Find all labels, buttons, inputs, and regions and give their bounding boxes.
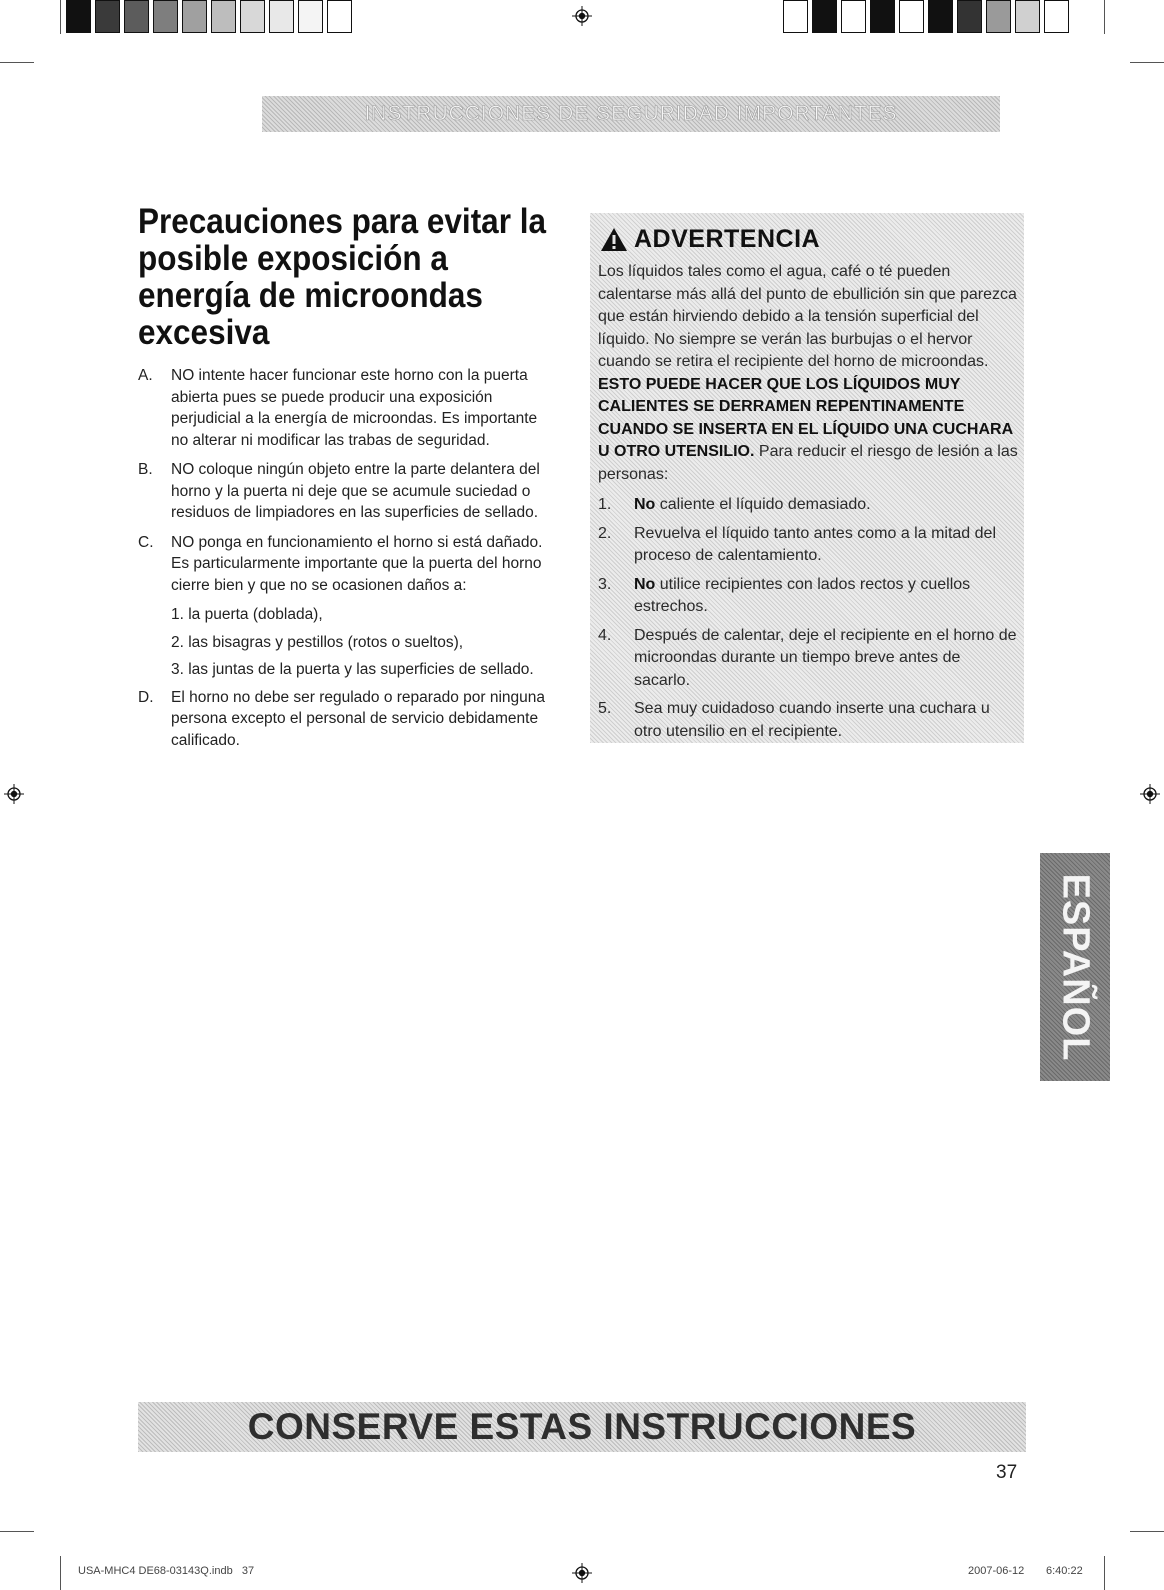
crop-mark [1104,1556,1105,1590]
language-tab-label: ESPAÑOL [1054,873,1097,1061]
item-body: utilice recipientes con lados rectos y cuellos estrechos. [634,575,971,615]
item-text: NO coloque ningún objeto entre la parte delantera del horno y la puerta ni deje que se acumule suciedad o residuos de limpiadores en las superficies de sellado. [171,461,540,521]
registration-swatch [841,0,866,33]
crop-mark [1130,62,1164,63]
registration-swatch [298,0,323,33]
item-letter: A. [138,367,153,384]
warning-paragraph [598,261,1018,486]
print-date: 2007-06-12 [968,1565,1025,1577]
footer-banner [138,1402,1026,1452]
precautions-section [138,203,558,759]
sub-list-item: 1. la puerta (doblada), [171,606,323,623]
list-item [598,625,1018,693]
item-number: 3. [598,575,612,593]
warning-panel [590,213,1024,743]
registration-swatch [182,0,207,33]
item-number: 4. [598,626,612,644]
registration-swatch [327,0,352,33]
warning-outro: Para reducir el riesgo de lesión a las personas: [598,443,1018,483]
registration-swatch [783,0,808,33]
language-tab [1040,853,1110,1081]
warning-title: ADVERTENCIA [634,225,821,253]
section-header-text: INSTRUCCIONES DE SEGURIDAD IMPORTANTES [364,102,898,125]
registration-target-icon [4,784,24,804]
list-item [138,459,558,524]
registration-swatch [899,0,924,33]
page-title: Precauciones para evitar la posible exposición a energía de microondas excesiva [138,202,546,352]
item-text: NO intente hacer funcionar este horno con la puerta abierta pues se puede producir una exposición perjudicial a la energía de microondas. Es importante no alterar ni modificar las trabas de seguridad. [171,367,538,449]
warning-emphasis: ESTO PUEDE HACER QUE LOS LÍQUIDOS MUY CALIENTES SE DERRAMEN REPENTINAMENTE CUANDO SE INSERTA EN EL LÍQUIDO UNA CUCHARA U OTRO UTENSILIO. [598,375,1013,460]
warning-list [598,494,1018,743]
print-file-info: USA-MHC4 DE68-03143Q.indb 37 [78,1565,255,1577]
crop-mark [0,62,34,63]
item-text [634,494,1018,517]
sub-list-item: 2. las bisagras y pestillos (rotos o sueltos), [171,633,464,651]
footer-banner-text: CONSERVE ESTAS INSTRUCCIONES [247,1406,917,1447]
item-number: 2. [598,524,612,542]
registration-swatch [1044,0,1069,33]
item-bold-word: No [634,575,656,593]
warning-header [600,225,820,254]
registration-bar-left [66,0,356,33]
registration-swatch [124,0,149,33]
crop-mark [60,0,61,34]
crop-mark [1130,1531,1164,1532]
registration-bar-right [783,0,1073,33]
crop-mark [0,1531,34,1532]
crop-mark [1104,0,1105,34]
list-item [138,687,558,752]
item-letter: C. [138,533,154,551]
page-number: 37 [996,1462,1018,1483]
list-item [598,574,1018,619]
list-item [138,365,558,451]
warning-body [598,261,1018,749]
item-body: caliente el líquido demasiado. [659,496,871,513]
registration-swatch [95,0,120,33]
item-text [634,574,1018,619]
list-item [598,698,1018,743]
registration-swatch [986,0,1011,33]
registration-swatch [66,0,91,33]
registration-swatch [153,0,178,33]
item-letter: D. [138,688,154,706]
warning-intro: Los líquidos tales como el agua, café o té pueden calentarse más allá del punto de ebullición sin que parezca que están hirviendo debido a la tensión superficial del líquido. No siempre se verán las burbujas o el hervor cuando se retira el recipiente del horno de microondas. [598,263,1017,370]
item-letter: B. [138,461,153,478]
registration-target-icon [572,1563,592,1583]
section-header-banner [262,96,1000,132]
registration-swatch [269,0,294,33]
registration-swatch [870,0,895,33]
item-text: NO ponga en funcionamiento el horno si está dañado. Es particularmente importante que la puerta del horno cierre bien y que no se ocasionen daños a: [171,533,543,594]
registration-swatch [928,0,953,33]
crop-mark [60,1556,61,1590]
warning-triangle-icon [600,227,628,252]
print-time: 6:40:22 [1046,1565,1083,1577]
registration-swatch [240,0,265,33]
item-text: El horno no debe ser regulado o reparado por ninguna persona excepto el personal de servicio debidamente calificado. [171,688,545,749]
registration-target-icon [572,6,592,26]
precautions-list [138,365,558,751]
registration-target-icon [1140,784,1160,804]
registration-swatch [957,0,982,33]
item-text: Sea muy cuidadoso cuando inserte una cuchara u otro utensilio en el recipiente. [634,700,990,740]
list-item [598,494,1018,517]
registration-swatch [1015,0,1040,33]
list-item [138,532,558,597]
sub-list-item: 3. las juntas de la puerta y las superficies de sellado. [171,661,534,678]
list-item [598,523,1018,568]
registration-swatch [812,0,837,33]
item-number: 1. [598,496,612,513]
item-text: Después de calentar, deje el recipiente en el horno de microondas durante un tiempo breve antes de sacarlo. [634,626,1017,689]
registration-swatch [211,0,236,33]
item-bold-word: No [634,496,656,513]
item-text: Revuelva el líquido tanto antes como a la mitad del proceso de calentamiento. [634,524,996,564]
item-number: 5. [598,700,612,717]
